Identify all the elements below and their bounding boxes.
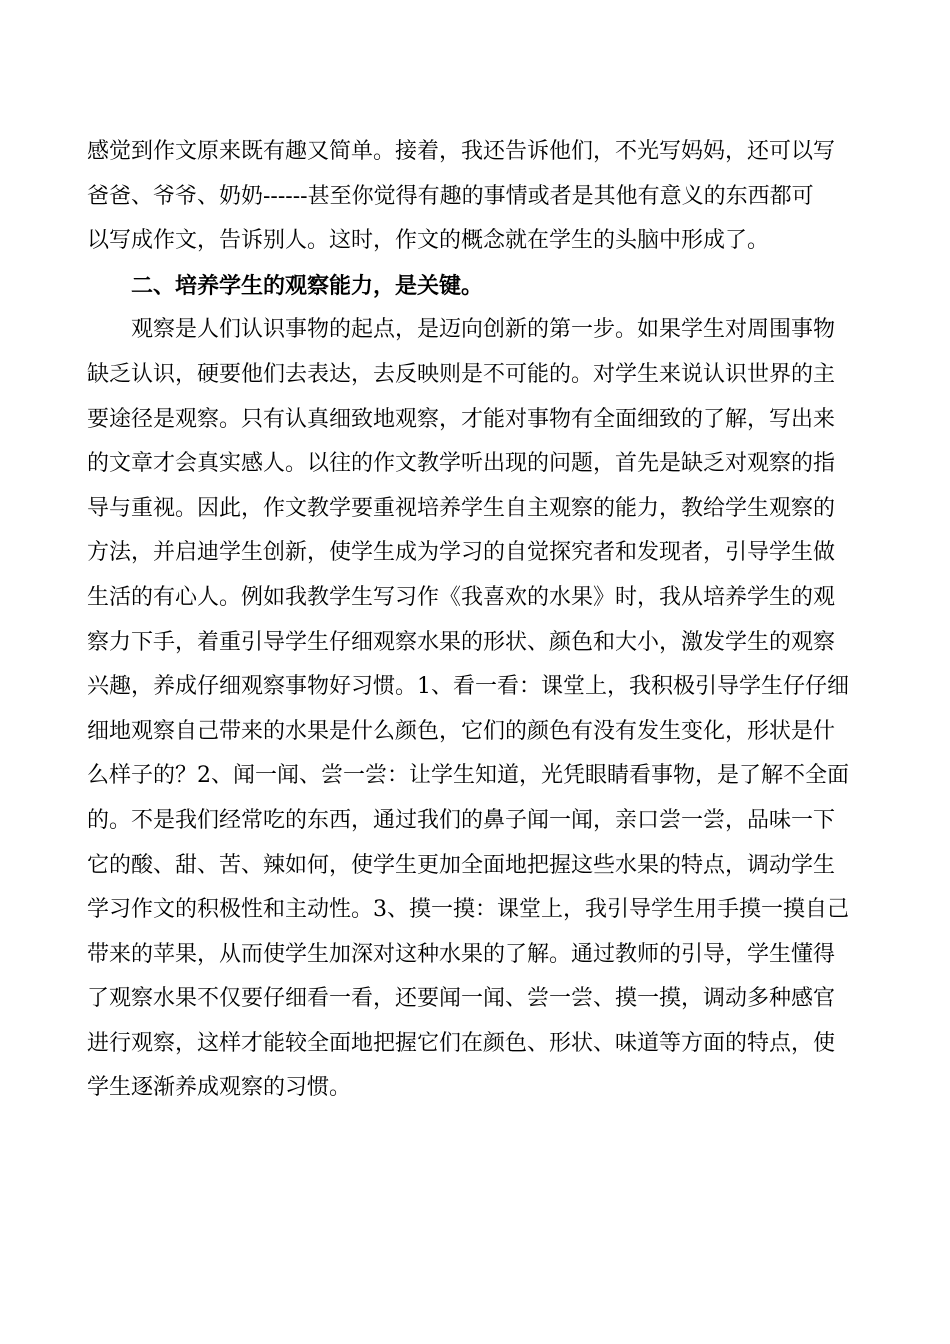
- text-line: 学生逐渐养成观察的习惯。: [87, 1075, 352, 1101]
- text-line: 缺乏认识，硬要他们去表达，去反映则是不可能的。对学生来说认识世界的主: [87, 361, 836, 387]
- text-line: 兴趣，养成仔细观察事物好习惯。1、看一看：课堂上，我积极引导学生仔仔细: [87, 674, 849, 700]
- text-line: 方法，并启迪学生创新，使学生成为学习的自觉探究者和发现者，引导学生做: [87, 540, 836, 566]
- text-line: 察力下手，着重引导学生仔细观察水果的形状、颜色和大小，激发学生的观察: [87, 629, 836, 655]
- text-line: 细地观察自己带来的水果是什么颜色，它们的颜色有没有发生变化，形状是什: [87, 718, 836, 744]
- text-line: 观察是人们认识事物的起点，是迈向创新的第一步。如果学生对周围事物: [131, 317, 836, 343]
- text-line: 进行观察，这样才能较全面地把握它们在颜色、形状、味道等方面的特点，使: [87, 1030, 836, 1056]
- text-line: 了观察水果不仅要仔细看一看，还要闻一闻、尝一尝、摸一摸，调动多种感官: [87, 986, 836, 1012]
- text-line: 的文章才会真实感人。以往的作文教学听出现的问题，首先是缺乏对观察的指: [87, 451, 836, 477]
- text-line: 要途径是观察。只有认真细致地观察，才能对事物有全面细致的了解，写出来: [87, 406, 836, 432]
- text-line: 它的酸、甜、苦、辣如何，使学生更加全面地把握这些水果的特点，调动学生: [87, 852, 836, 878]
- text-line: 的。不是我们经常吃的东西，通过我们的鼻子闻一闻，亲口尝一尝，品味一下: [87, 807, 836, 833]
- text-line: 感觉到作文原来既有趣又简单。接着，我还告诉他们，不光写妈妈，还可以写: [87, 139, 836, 164]
- text-line: 导与重视。因此，作文教学要重视培养学生自主观察的能力，教给学生观察的: [87, 495, 836, 521]
- document-body: [87, 130, 867, 1111]
- text-line: 爸爸、爷爷、奶奶------甚至你觉得有趣的事情或者是其他有意义的东西都可: [87, 183, 814, 209]
- text-line: 学习作文的积极性和主动性。3、摸一摸：课堂上，我引导学生用手摸一摸自己: [87, 897, 849, 923]
- section-heading: 二、培养学生的观察能力，是关键。: [131, 272, 484, 299]
- text-line: 么样子的？2、闻一闻、尝一尝：让学生知道，光凭眼睛看事物，是了解不全面: [87, 763, 849, 789]
- text-line: 以写成作文，告诉别人。这时，作文的概念就在学生的头脑中形成了。: [87, 228, 770, 254]
- text-line: 生活的有心人。例如我教学生写习作《我喜欢的水果》时，我从培养学生的观: [87, 584, 836, 610]
- text-line: 带来的苹果，从而使学生加深对这种水果的了解。通过教师的引导，学生懂得: [87, 941, 836, 967]
